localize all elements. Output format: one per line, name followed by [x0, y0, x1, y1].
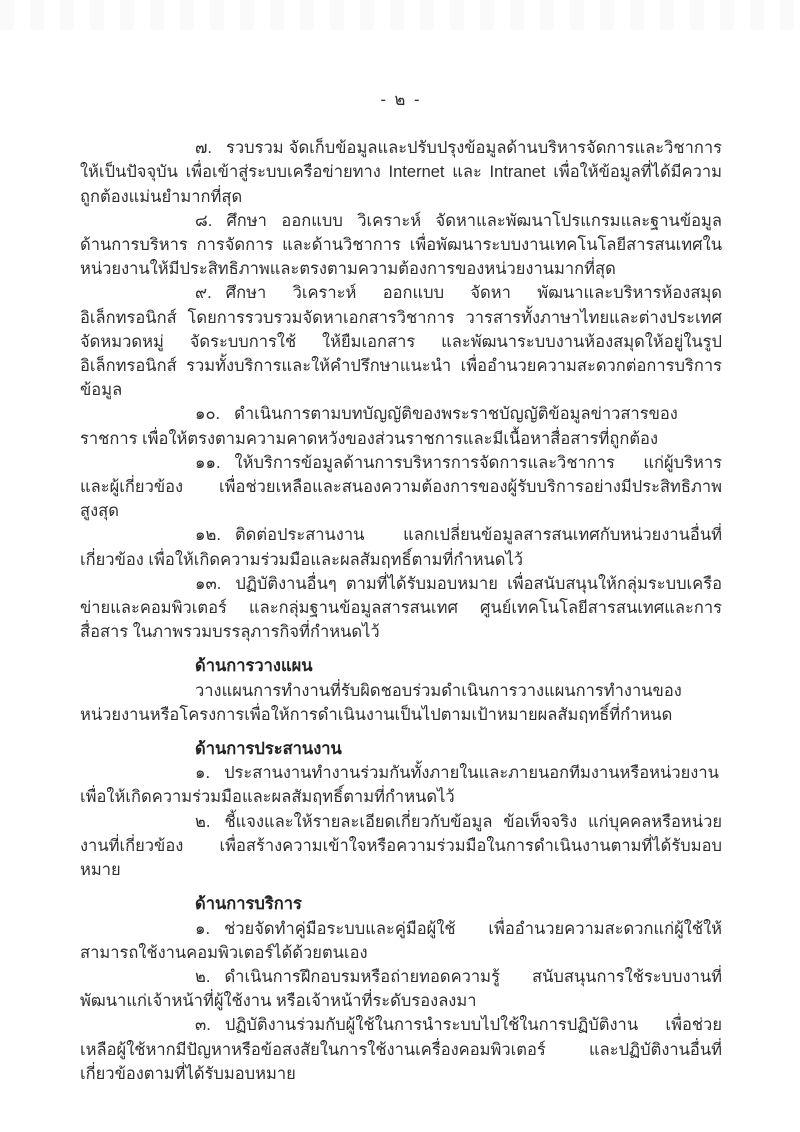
item-number: ๙.	[195, 284, 212, 303]
item-number: ๒.	[195, 967, 211, 986]
section-planning	[80, 654, 722, 727]
section-heading-planning: ด้านการวางแผน	[195, 657, 313, 676]
item-number: ๑.	[195, 764, 211, 783]
item-text: รวบรวม จัดเก็บข้อมูลและปรับปรุงข้อมูลด้านบริหารจัดการและวิชาการ ให้เป็นปัจจุบัน เพื่อเข้าสู่ระบบเครือข่ายทาง Internet และ Intranet เพื่อให้ข้อมูลที่ได้มีความถูกต้องแม่นยำมากที่สุด	[80, 139, 722, 206]
duty-item-13	[80, 572, 722, 645]
duty-item-11	[80, 451, 722, 524]
item-text: ดำเนินการฝึกอบรมหรือถ่ายทอดความรู้ สนับสนุนการใช้ระบบงานที่พัฒนาแก่เจ้าหน้าที่ผู้ใช้งาน หรือเจ้าหน้าที่ระดับรองลงมา	[80, 967, 722, 1011]
item-text: ชี้แจงและให้รายละเอียดเกี่ยวกับข้อมูล ข้อเท็จจริง แก่บุคคลหรือหน่วยงานที่เกี่ยวข้อง เพื่อสร้างความเข้าใจหรือความร่วมมือในการดำเนินงานตามที่ได้รับมอบหมาย	[80, 812, 722, 880]
item-text: ติดต่อประสานงาน แลกเปลี่ยนข้อมูลสารสนเทศกับหน่วยงานอื่นที่เกี่ยวข้อง เพื่อให้เกิดความร่วมมือและผลสัมฤทธิ์ตามที่กำหนดไว้	[80, 526, 722, 569]
page-content	[80, 88, 722, 1086]
item-text: ปฏิบัติงานอื่นๆ ตามที่ได้รับมอบหมาย เพื่อสนับสนุนให้กลุ่มระบบเครือข่ายและคอมพิวเตอร์ และกลุ่มฐานข้อมูลสารสนเทศ ศูนย์เทคโนโลยีสารสนเทศและการสื่อสาร ในภาพรวมบรรลุภารกิจที่กำหนดไว้	[80, 574, 722, 642]
coordination-item-1	[80, 761, 722, 809]
service-item-1	[80, 917, 722, 965]
duty-item-7	[80, 136, 722, 209]
item-text: ให้บริการข้อมูลด้านการบริหารการจัดการและวิชาการ แก่ผู้บริหารและผู้เกี่ยวข้อง เพื่อช่วยเหลือและสนองความต้องการของผู้รับบริการอย่างมีประสิทธิภาพสูงสุด	[80, 453, 722, 521]
duty-item-10	[80, 402, 722, 450]
item-text: ปฏิบัติงานร่วมกับผู้ใช้ในการนำระบบไปใช้ในการปฏิบัติงาน เพื่อช่วยเหลือผู้ใช้หากมีปัญหาหรือข้อสงสัยในการใช้งานเครื่องคอมพิวเตอร์ และปฏิบัติงานอื่นที่เกี่ยวข้องตามที่ได้รับมอบหมาย	[80, 1016, 722, 1083]
section-heading-coordination: ด้านการประสานงาน	[195, 740, 342, 759]
item-number: ๑๑.	[195, 453, 221, 472]
item-text: วางแผนการทำงานที่รับผิดชอบร่วมดำเนินการวางแผนการทำงานของหน่วยงานหรือโครงการเพื่อให้การดำเนินงานเป็นไปตามเป้าหมายผลสัมฤทธิ์ที่กำหนด	[80, 681, 682, 724]
item-number: ๒.	[195, 812, 211, 831]
duty-item-12	[80, 523, 722, 571]
service-item-2	[80, 965, 722, 1013]
item-text: ช่วยจัดทำคู่มือระบบและคู่มือผู้ใช้ เพื่ออำนวยความสะดวกแก่ผู้ใช้ให้สามารถใช้งานคอมพิวเตอร์ได้ด้วยตนเอง	[80, 919, 722, 962]
item-number: ๑๓.	[195, 574, 222, 593]
page-number: - ๒ -	[380, 91, 422, 109]
item-number: ๓.	[195, 1016, 211, 1035]
section-service	[80, 892, 722, 1086]
item-text: ดำเนินการตามบทบัญญัติของพระราชบัญญัติข้อมูลข่าวสารของราชการ เพื่อให้ตรงตามความคาดหวังของส่วนราชการและมีเนื้อหาสื่อสารที่ถูกต้อง	[80, 405, 678, 448]
duty-item-9	[80, 281, 722, 402]
item-number: ๑๐.	[195, 405, 221, 424]
item-number: ๘.	[195, 211, 213, 230]
duty-item-8	[80, 209, 722, 282]
coordination-item-2	[80, 810, 722, 883]
item-text: ศึกษา วิเคราะห์ ออกแบบ จัดหา พัฒนาและบริหารห้องสมุดอิเล็กทรอนิกส์ โดยการรวบรวมจัดหาเอกสารวิชาการ วารสารทั้งภาษาไทยและต่างประเทศ จัดหมวดหมู่ จัดระบบการใช้ ให้ยืมเอกสาร และพัฒนาระบบงานห้องสมุดให้อยู่ในรูปอิเล็กทรอนิกส์ รวมทั้งบริการและให้คำปรึกษาแนะนำ เพื่ออำนวยความสะดวกต่อการบริการข้อมูล	[80, 284, 722, 400]
section-coordination	[80, 737, 722, 882]
section-heading-service: ด้านการบริการ	[195, 895, 302, 914]
item-number: ๗.	[195, 139, 212, 158]
scan-artifact	[0, 0, 800, 30]
item-number: ๑.	[195, 919, 211, 938]
item-text: ศึกษา ออกแบบ วิเคราะห์ จัดหาและพัฒนาโปรแกรมและฐานข้อมูลด้านการบริหาร การจัดการ และด้านวิชาการ เพื่อพัฒนาระบบงานเทคโนโลยีสารสนเทศในหน่วยงานให้มีประสิทธิภาพและตรงตามความต้องการของหน่วยงานมากที่สุด	[80, 211, 722, 279]
item-number: ๑๒.	[195, 526, 221, 545]
service-item-3	[80, 1013, 722, 1086]
item-text: ประสานงานทำงานร่วมกันทั้งภายในและภายนอกทีมงานหรือหน่วยงาน เพื่อให้เกิดความร่วมมือและผลสัมฤทธิ์ตามที่กำหนดไว้	[80, 764, 719, 807]
planning-item-1	[80, 679, 722, 727]
